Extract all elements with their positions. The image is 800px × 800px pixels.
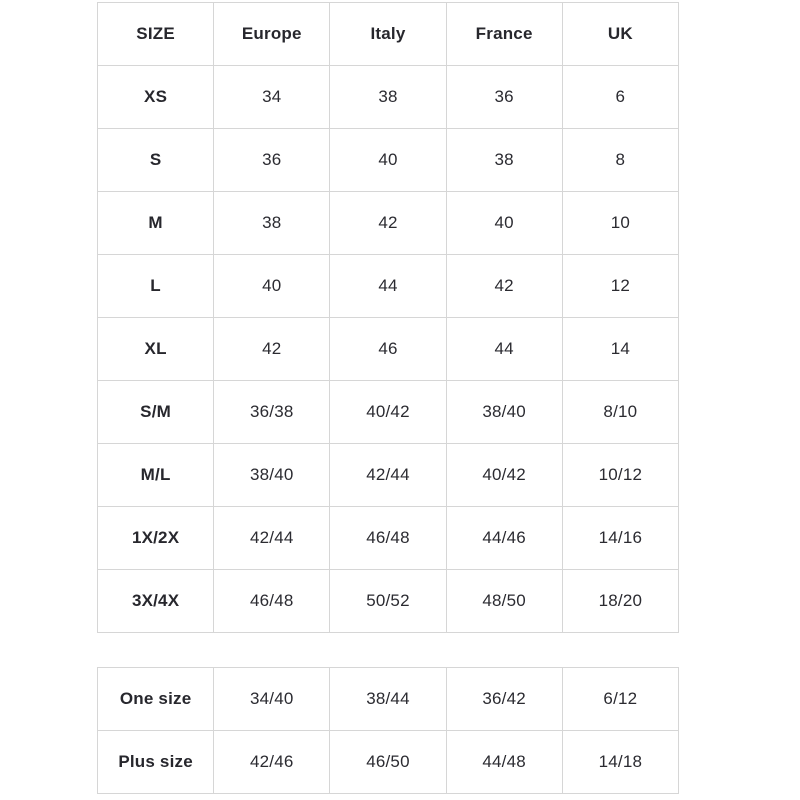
size-label: M/L <box>98 444 214 507</box>
size-value: 14/16 <box>562 507 678 570</box>
size-label: S/M <box>98 381 214 444</box>
size-label: One size <box>98 668 214 731</box>
size-value: 38/40 <box>214 444 330 507</box>
size-value: 38 <box>214 192 330 255</box>
size-label: XS <box>98 66 214 129</box>
size-label: 3X/4X <box>98 570 214 633</box>
table-row <box>98 192 679 255</box>
size-value: 42/44 <box>330 444 446 507</box>
size-value: 44/48 <box>446 731 562 794</box>
table-header-row <box>98 3 679 66</box>
size-label: L <box>98 255 214 318</box>
size-value: 46/48 <box>214 570 330 633</box>
size-value: 44/46 <box>446 507 562 570</box>
table-row <box>98 668 679 731</box>
table-row <box>98 66 679 129</box>
size-value: 40 <box>214 255 330 318</box>
size-value: 10/12 <box>562 444 678 507</box>
size-value: 46/50 <box>330 731 446 794</box>
size-value: 8 <box>562 129 678 192</box>
size-value: 36 <box>214 129 330 192</box>
size-value: 40/42 <box>446 444 562 507</box>
size-value: 42 <box>214 318 330 381</box>
size-value: 40/42 <box>330 381 446 444</box>
size-value: 6/12 <box>562 668 678 731</box>
size-value: 8/10 <box>562 381 678 444</box>
size-value: 46/48 <box>330 507 446 570</box>
table-row <box>98 731 679 794</box>
size-value: 44 <box>330 255 446 318</box>
table-row <box>98 129 679 192</box>
size-value: 42 <box>330 192 446 255</box>
size-value: 50/52 <box>330 570 446 633</box>
size-value: 10 <box>562 192 678 255</box>
size-value: 44 <box>446 318 562 381</box>
table-row <box>98 381 679 444</box>
table-row <box>98 444 679 507</box>
size-value: 38 <box>446 129 562 192</box>
column-header-italy: Italy <box>330 3 446 66</box>
size-label: S <box>98 129 214 192</box>
size-value: 18/20 <box>562 570 678 633</box>
size-value: 6 <box>562 66 678 129</box>
size-value: 34 <box>214 66 330 129</box>
size-value: 46 <box>330 318 446 381</box>
column-header-france: France <box>446 3 562 66</box>
size-label: 1X/2X <box>98 507 214 570</box>
size-value: 12 <box>562 255 678 318</box>
size-label: XL <box>98 318 214 381</box>
size-value: 36/42 <box>446 668 562 731</box>
size-label: M <box>98 192 214 255</box>
size-value: 42 <box>446 255 562 318</box>
column-header-size: SIZE <box>98 3 214 66</box>
table-row <box>98 570 679 633</box>
size-value: 42/46 <box>214 731 330 794</box>
size-value: 36/38 <box>214 381 330 444</box>
size-value: 38/44 <box>330 668 446 731</box>
size-value: 48/50 <box>446 570 562 633</box>
size-value: 36 <box>446 66 562 129</box>
size-value: 14 <box>562 318 678 381</box>
size-value: 38 <box>330 66 446 129</box>
table-row <box>98 507 679 570</box>
table-row <box>98 318 679 381</box>
special-sizes-table <box>97 667 679 794</box>
size-value: 40 <box>330 129 446 192</box>
column-header-europe: Europe <box>214 3 330 66</box>
column-header-uk: UK <box>562 3 678 66</box>
size-value: 42/44 <box>214 507 330 570</box>
table-row <box>98 255 679 318</box>
size-value: 14/18 <box>562 731 678 794</box>
size-label: Plus size <box>98 731 214 794</box>
size-value: 40 <box>446 192 562 255</box>
size-value: 34/40 <box>214 668 330 731</box>
size-value: 38/40 <box>446 381 562 444</box>
size-conversion-table <box>97 2 679 633</box>
